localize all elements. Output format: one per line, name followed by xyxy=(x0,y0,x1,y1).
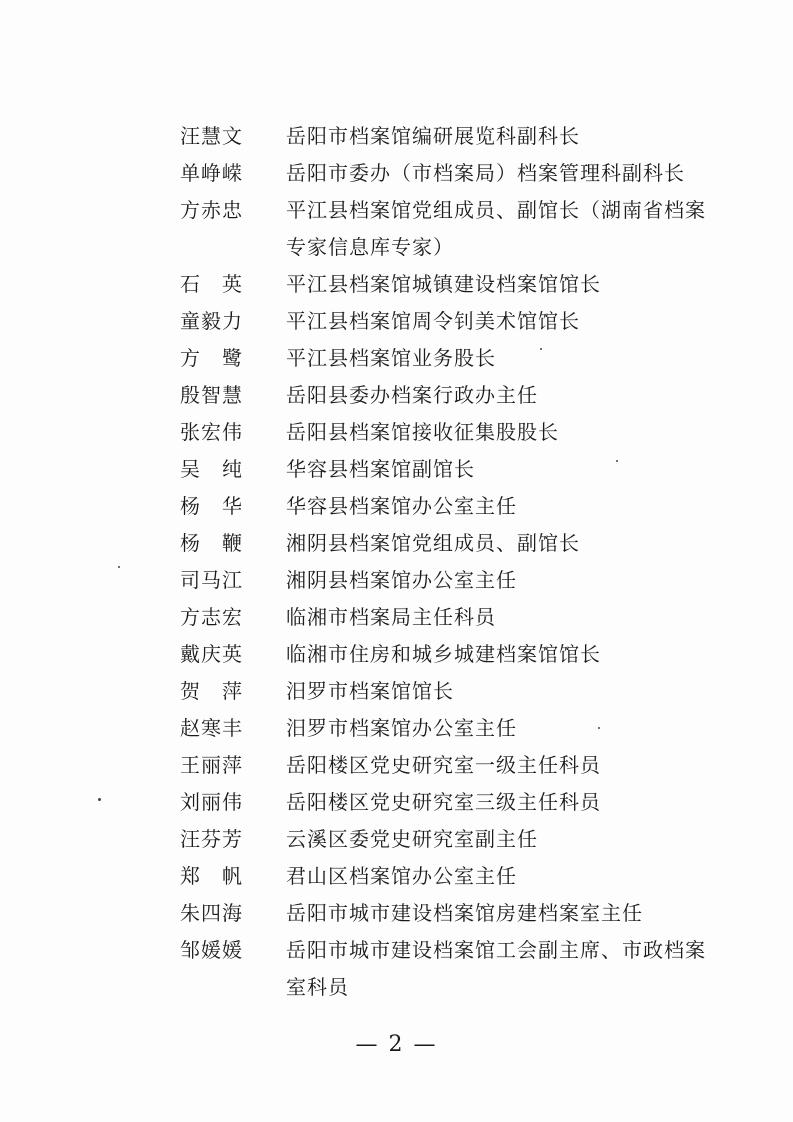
person-title: 湘阴县档案馆党组成员、副馆长 xyxy=(286,531,580,555)
person-title: 湘阴县档案馆办公室主任 xyxy=(286,568,517,592)
person-name: 刘丽伟 xyxy=(180,790,243,814)
person-title: 君山区档案馆办公室主任 xyxy=(286,864,517,888)
scan-speck xyxy=(540,348,542,350)
person-name: 王丽萍 xyxy=(180,753,243,777)
page-number: — 2 — xyxy=(355,1032,438,1057)
list-item xyxy=(180,155,720,192)
list-item xyxy=(180,932,720,1006)
list-item xyxy=(180,895,720,932)
list-item xyxy=(180,636,720,673)
scan-speck xyxy=(616,460,618,462)
person-name: 汪芬芳 xyxy=(180,827,243,851)
person-title: 岳阳楼区党史研究室三级主任科员 xyxy=(286,790,601,814)
person-name: 杨 华 xyxy=(180,494,243,518)
person-title: 岳阳市委办（市档案局）档案管理科副科长 xyxy=(286,161,685,185)
scan-speck xyxy=(598,727,600,729)
list-item xyxy=(180,192,720,266)
person-title: 岳阳市档案馆编研展览科副科长 xyxy=(286,124,580,148)
list-item xyxy=(180,525,720,562)
person-name: 贺 萍 xyxy=(180,679,243,703)
list-item xyxy=(180,858,720,895)
personnel-list xyxy=(180,118,720,1006)
list-item xyxy=(180,303,720,340)
person-title: 汨罗市档案馆馆长 xyxy=(286,679,454,703)
person-name: 司马江 xyxy=(180,568,243,592)
person-name: 童毅力 xyxy=(180,309,243,333)
person-title: 岳阳县委办档案行政办主任 xyxy=(286,383,538,407)
person-title: 华容县档案馆副馆长 xyxy=(286,457,475,481)
person-name: 杨 鞭 xyxy=(180,531,243,555)
person-title: 岳阳市城市建设档案馆工会副主席、市政档案室科员 xyxy=(286,938,706,999)
list-item xyxy=(180,562,720,599)
person-title: 平江县档案馆城镇建设档案馆馆长 xyxy=(286,272,601,296)
person-title: 云溪区委党史研究室副主任 xyxy=(286,827,538,851)
list-item xyxy=(180,488,720,525)
person-name: 邹媛媛 xyxy=(180,938,243,962)
list-item xyxy=(180,673,720,710)
person-name: 朱四海 xyxy=(180,901,243,925)
list-item xyxy=(180,266,720,303)
person-name: 方赤忠 xyxy=(180,198,243,222)
person-title: 临湘市档案局主任科员 xyxy=(286,605,496,629)
person-title: 平江县档案馆周令钊美术馆馆长 xyxy=(286,309,580,333)
person-name: 汪慧文 xyxy=(180,124,243,148)
person-name: 方 鹭 xyxy=(180,346,243,370)
scan-speck xyxy=(98,798,101,801)
list-item xyxy=(180,118,720,155)
list-item xyxy=(180,451,720,488)
person-name: 石 英 xyxy=(180,272,243,296)
person-name: 张宏伟 xyxy=(180,420,243,444)
person-title: 岳阳县档案馆接收征集股股长 xyxy=(286,420,559,444)
list-item xyxy=(180,599,720,636)
person-name: 吴 纯 xyxy=(180,457,243,481)
person-name: 戴庆英 xyxy=(180,642,243,666)
scan-speck xyxy=(118,566,120,568)
person-name: 单峥嵘 xyxy=(180,161,243,185)
person-name: 殷智慧 xyxy=(180,383,243,407)
list-item xyxy=(180,784,720,821)
person-title: 岳阳市城市建设档案馆房建档案室主任 xyxy=(286,901,643,925)
list-item xyxy=(180,414,720,451)
person-title: 平江县档案馆党组成员、副馆长（湖南省档案专家信息库专家） xyxy=(286,198,706,259)
list-item xyxy=(180,340,720,377)
person-name: 郑 帆 xyxy=(180,864,243,888)
list-item xyxy=(180,747,720,784)
person-title: 平江县档案馆业务股长 xyxy=(286,346,496,370)
list-item xyxy=(180,710,720,747)
person-name: 方志宏 xyxy=(180,605,243,629)
person-title: 岳阳楼区党史研究室一级主任科员 xyxy=(286,753,601,777)
person-name: 赵寒丰 xyxy=(180,716,243,740)
list-item xyxy=(180,377,720,414)
person-title: 临湘市住房和城乡城建档案馆馆长 xyxy=(286,642,601,666)
person-title: 华容县档案馆办公室主任 xyxy=(286,494,517,518)
list-item xyxy=(180,821,720,858)
person-title: 汨罗市档案馆办公室主任 xyxy=(286,716,517,740)
